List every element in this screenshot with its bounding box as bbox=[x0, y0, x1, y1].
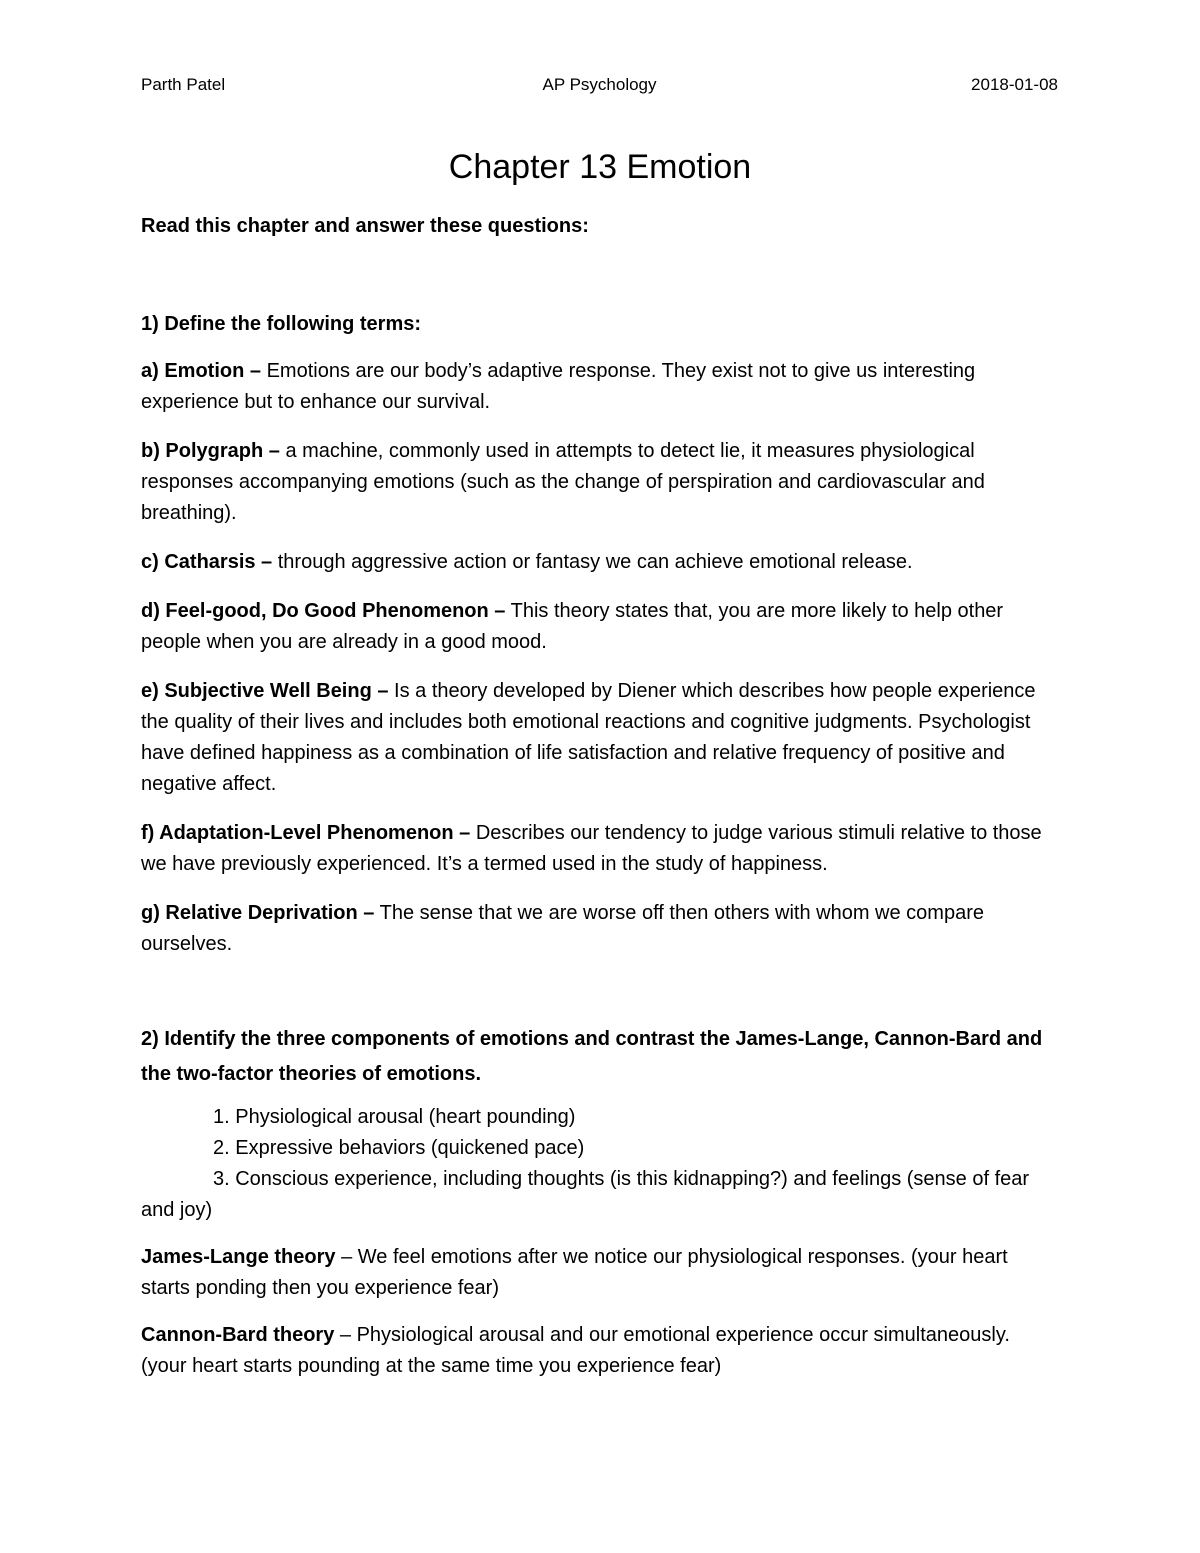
term-definition: Describes our tendency to judge various stimuli relative to those we have previously experienced. It’s a termed used in the study of happiness. bbox=[141, 822, 1042, 875]
header-course: AP Psychology bbox=[542, 75, 657, 94]
definition-adaptation-level bbox=[141, 818, 1061, 880]
theory-name: Cannon-Bard theory bbox=[141, 1324, 335, 1346]
definition-polygraph bbox=[141, 436, 1061, 529]
theory-james-lange bbox=[141, 1242, 1061, 1304]
header-date: 2018-01-08 bbox=[971, 75, 1058, 94]
term-label: b) Polygraph – bbox=[141, 440, 280, 462]
document-title: Chapter 13 Emotion bbox=[448, 148, 752, 186]
header-author: Parth Patel bbox=[141, 75, 226, 94]
term-definition: Is a theory developed by Diener which describes how people experience the quality of their lives and includes both emotional reactions and cognitive judgments. Psychologist have defined happiness as a combination of life satisfaction and relative frequency of positive and negative affect. bbox=[141, 680, 1036, 795]
document-body bbox=[141, 211, 1061, 1398]
component-item: 1. Physiological arousal (heart pounding) bbox=[213, 1106, 576, 1128]
term-definition: This theory states that, you are more likely to help other people when you are already in a good mood. bbox=[141, 600, 1004, 653]
term-label: c) Catharsis – bbox=[141, 551, 273, 573]
term-definition: a machine, commonly used in attempts to detect lie, it measures physiological responses accompanying emotions (such as the change of perspiration and cardiovascular and breathing). bbox=[141, 440, 985, 524]
page-header bbox=[141, 74, 1058, 96]
theory-description: – We feel emotions after we notice our physiological responses. (your heart starts ponding then you experience fear) bbox=[141, 1246, 1008, 1299]
term-label: g) Relative Deprivation – bbox=[141, 902, 375, 924]
term-label: d) Feel-good, Do Good Phenomenon – bbox=[141, 600, 506, 622]
term-definition: through aggressive action or fantasy we can achieve emotional release. bbox=[272, 551, 913, 573]
definition-catharsis bbox=[141, 547, 1061, 578]
theory-cannon-bard bbox=[141, 1320, 1061, 1382]
definition-subjective-well-being bbox=[141, 676, 1061, 800]
term-label: f) Adaptation-Level Phenomenon – bbox=[141, 822, 471, 844]
term-definition: The sense that we are worse off then others with whom we compare ourselves. bbox=[141, 902, 984, 955]
intro-instruction: Read this chapter and answer these questions: bbox=[141, 215, 589, 237]
term-label: e) Subjective Well Being – bbox=[141, 680, 389, 702]
term-definition: Emotions are our body’s adaptive response. They exist not to give us interesting experience but to enhance our survival. bbox=[141, 360, 976, 413]
component-item: 2. Expressive behaviors (quickened pace) bbox=[213, 1137, 585, 1159]
definition-emotion bbox=[141, 356, 1061, 418]
term-label: a) Emotion – bbox=[141, 360, 262, 382]
component-item: 3. Conscious experience, including thoughts (is this kidnapping?) and feelings (sense of fear and joy) bbox=[141, 1168, 1030, 1221]
question-2-heading: 2) Identify the three components of emotions and contrast the James-Lange, Cannon-Bard and the two-factor theories of emotions. bbox=[141, 1028, 1043, 1085]
definition-relative-deprivation bbox=[141, 898, 1061, 960]
theory-description: – Physiological arousal and our emotional experience occur simultaneously. (your heart starts pounding at the same time you experience fear) bbox=[141, 1324, 1010, 1377]
question-1-heading: 1) Define the following terms: bbox=[141, 313, 422, 335]
definition-feel-good-do-good bbox=[141, 596, 1061, 658]
theory-name: James-Lange theory bbox=[141, 1246, 336, 1268]
